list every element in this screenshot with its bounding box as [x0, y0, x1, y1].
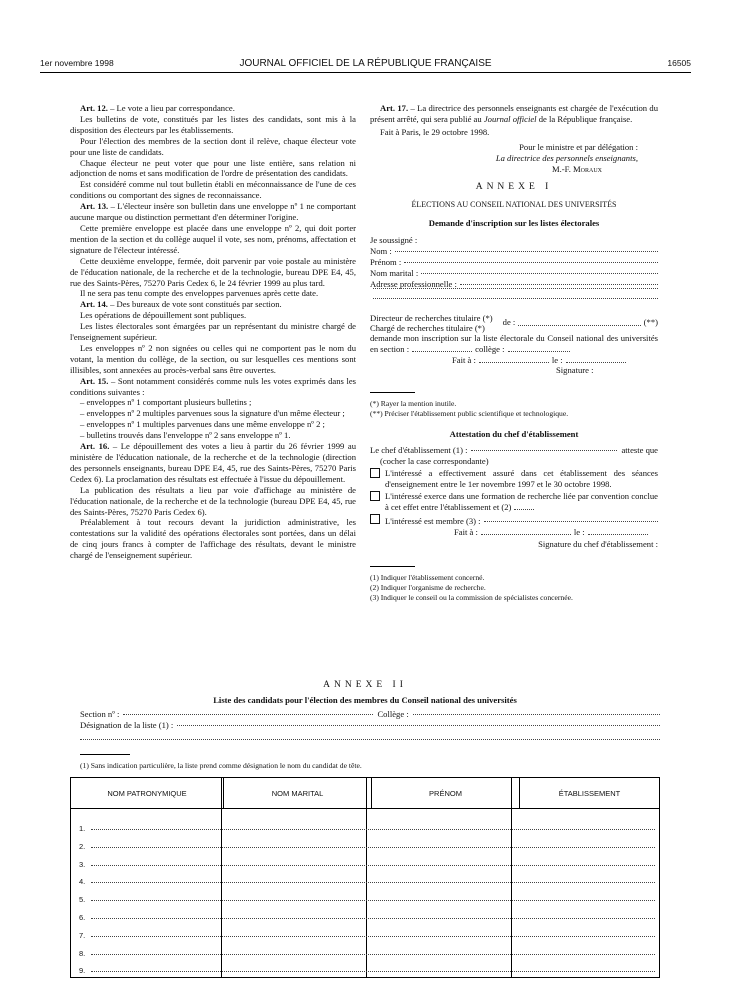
note-3: (3) Indiquer le conseil ou la commission de spécialistes concernée. [370, 593, 573, 603]
list-item: – bulletins trouvés dans l'enveloppe nº 2 sans enveloppe nº 1. [80, 430, 291, 441]
row-number: 8. [79, 948, 86, 958]
row-number: 2. [79, 841, 86, 851]
table-row [71, 871, 660, 889]
col-nom-patronymique: NOM PATRONYMIQUE [71, 778, 224, 809]
article-number: Art. 16. [80, 441, 110, 452]
article-paragraph [70, 103, 356, 114]
elections-heading: ÉLECTIONS AU CONSEIL NATIONAL DES UNIVERSITÉS [411, 200, 617, 210]
charge-recherches: Chargé de recherches titulaire (*) [370, 322, 485, 333]
demande-heading: Demande d'inscription sur les listes électorales [428, 218, 600, 229]
note-1: (1) Indiquer l'établissement concerné. [370, 573, 485, 583]
footnote-rule [80, 754, 130, 755]
signature-block [370, 142, 658, 175]
table-row [71, 853, 660, 871]
option-2: L'intéressé exerce dans une formation de recherche liée par convention conclue à cet effet entre l'établissement et (2) [370, 491, 658, 513]
list-item: – enveloppes nº 2 multiples parvenues sous la signature d'un même électeur ; [80, 408, 345, 419]
nom-marital-field: Nom marital : [370, 268, 658, 279]
paragraph: Les enveloppes nº 2 non signées ou celles qui ne comportent pas le nom du votant, la mention du collège, de la section, ou sur lesquelles ces mentions sont illisibles, sont annexées au procès-verbal sans être ouvertes. [70, 342, 356, 375]
titulaire-block: Directeur de recherches titulaire (*) Chargé de recherches titulaire (*) de : (**) [370, 312, 658, 333]
article-text: – Le dépouillement des votes a lieu à partir du 26 février 1999 au ministère de l'éducation nationale, de la recherche et de la technologie (direction des personnels enseignants, bureau DPE E4, 45, rue des Saints-Pères, 75270 Paris Cedex 6). La proclamation des résultats est effectuée à l'issue du dépouillement. [70, 441, 357, 484]
article-number: Art. 13. [80, 201, 109, 212]
je-soussigne: Je soussigné : [370, 235, 418, 246]
pour-le-ministre: Pour le ministre et par délégation : [519, 141, 638, 152]
directeur-recherches: Directeur de recherches titulaire (*) [370, 312, 493, 323]
table-row [71, 809, 660, 836]
row-fill-line[interactable] [91, 954, 655, 955]
article-number: Art. 15. [80, 375, 109, 386]
header-title: JOURNAL OFFICIEL DE LA RÉPUBLIQUE FRANÇAISE [239, 58, 492, 69]
designation-line: Désignation de la liste (1) : [70, 720, 660, 731]
fait-a-le-line: Fait à : le : [370, 355, 658, 366]
row-number: 4. [79, 877, 86, 887]
row-fill-line[interactable] [91, 847, 655, 848]
paragraph: Chaque électeur ne peut voter que pour une liste entière, sans relation ni adjonction de noms et sans modification de l'ordre de présentation des candidats. [70, 157, 356, 179]
table-row [71, 906, 660, 924]
row-fill-line[interactable] [91, 882, 655, 883]
option-1: L'intéressé a effectivement assuré dans cet établissement des séances d'enseignement entre le 1er novembre 1997 et le 30 octobre 1998. [370, 468, 658, 490]
annexe-2 [70, 680, 660, 771]
row-fill-line[interactable] [91, 829, 655, 830]
header-page-number: 16505 [667, 58, 691, 68]
article-text: – L'électeur insère son bulletin dans une enveloppe nº 1 ne comportant aucune marque ou distinction permettant d'en déterminer l'origine. [70, 201, 357, 223]
row-number: 3. [79, 859, 86, 869]
row-number: 5. [79, 895, 86, 905]
article-17: Art. 17. – La directrice des personnels enseignants est chargée de l'exécution du présent arrêté, qui sera publié au Journal officiel de la République française. [370, 103, 659, 124]
paragraph: Pour l'élection des membres de la section dont il relève, chaque électeur vote pour une liste de candidats. [70, 135, 356, 157]
table-row [71, 924, 660, 942]
directrice-title: La directrice des personnels enseignants, [495, 152, 638, 163]
table-row [71, 960, 660, 978]
signature-chef-label: Signature du chef d'établissement : [538, 539, 658, 550]
row-fill-line[interactable] [91, 971, 655, 972]
article-number: Art. 12. [80, 103, 108, 113]
row-number: 7. [79, 930, 86, 940]
paragraph: Cette deuxième enveloppe, fermée, doit parvenir par voie postale au ministère de l'éducation nationale, de la recherche et de la technologie, bureau DPE E4, 45, rue des Saints-Pères, 75270 Paris Cedex 6, le 24 février 1999 au plus tard. [70, 255, 356, 288]
row-number: 1. [79, 824, 86, 833]
row-fill-line[interactable] [91, 918, 655, 919]
table-row [71, 888, 660, 906]
annexe-2-title: ANNEXE II [323, 680, 407, 690]
paragraph: Cette première enveloppe est placée dans une enveloppe nº 2, qui doit porter mention de la section et du collège auquel il vote, ses nom, prénoms, affectation et signature de l'électeur intéressé. [70, 222, 356, 255]
chef-etablissement-line: Le chef d'établissement (1) : atteste que [370, 445, 658, 456]
right-column [370, 103, 658, 603]
col-nom-marital: NOM MARITAL [224, 778, 372, 809]
option-3: L'intéressé est membre (3) : [370, 514, 658, 527]
annexe-2-subtitle: Liste des candidats pour l'élection des membres du Conseil national des universités [213, 695, 517, 705]
note-2: (2) Indiquer l'organisme de recherche. [370, 583, 486, 593]
article-paragraph [70, 441, 356, 485]
cocher-instruction: (cocher la case correspondante) [380, 456, 489, 467]
row-fill-line[interactable] [91, 936, 655, 937]
nom-field: Nom : [370, 246, 658, 257]
attestation-heading: Attestation du chef d'établissement [449, 429, 579, 440]
signature-label: Signature : [556, 365, 594, 376]
row-fill-line[interactable] [91, 865, 655, 866]
fait-a-paris: Fait à Paris, le 29 octobre 1998. [380, 126, 490, 137]
article-text: – Le vote a lieu par correspondance. [107, 103, 235, 113]
paragraph: Il ne sera pas tenu compte des enveloppes parvenues après cette date. [80, 288, 319, 299]
demande-inscription: demande mon inscription sur la liste électorale du Conseil national des universités en section : collège : [370, 332, 658, 354]
prenom-field: Prénom : [370, 257, 658, 268]
col-prenom: PRÉNOM [372, 778, 520, 809]
list-item: – enveloppes nº 1 multiples parvenues dans une même enveloppe nº 2 ; [80, 419, 325, 430]
section-college-line: Section nº : Collège : [70, 709, 660, 720]
adresse-field: Adresse professionnelle : [370, 279, 658, 290]
table-row [71, 835, 660, 853]
row-number: 9. [79, 966, 86, 976]
footnote-double-star: (**) Préciser l'établissement public scientifique et technologique. [370, 409, 569, 419]
checkbox-option-3[interactable] [370, 514, 380, 524]
paragraph: Est considéré comme nul tout bulletin établi en méconnaissance de l'une de ces conditions ou comportant des signes de reconnaissance. [70, 179, 356, 201]
article-paragraph [70, 201, 356, 223]
article-text: – Sont notamment considérés comme nuls les votes exprimés dans les conditions suivantes : [70, 375, 357, 397]
article-text: – Des bureaux de vote sont constitués par section. [107, 299, 282, 310]
annexe-2-footnote: (1) Sans indication particulière, la liste prend comme désignation le nom du candidat de tête. [80, 761, 362, 770]
designation-line-2 [80, 739, 660, 740]
left-column [70, 103, 356, 561]
article-paragraph [70, 376, 356, 398]
article-number: Art. 14. [80, 299, 108, 310]
paragraph: Les opérations de dépouillement sont publiques. [80, 310, 247, 321]
annexe-1-title: ANNEXE I [475, 182, 553, 193]
paragraph: La publication des résultats a lieu par voie d'affichage au ministère de l'éducation nationale, de la recherche et de la technologie (bureau DPE E4, 45, rue des Saints-Pères, 75270 Paris Cedex 6). [70, 484, 356, 517]
fait-a-le-line-2: Fait à : le : [370, 527, 658, 538]
header-date: 1er novembre 1998 [40, 58, 114, 68]
adresse-line-3 [370, 300, 658, 310]
table-header-row [71, 778, 660, 809]
page-header [40, 58, 691, 72]
list-item: – enveloppes nº 1 comportant plusieurs bulletins ; [80, 397, 252, 408]
footnote-star: (*) Rayer la mention inutile. [370, 399, 457, 409]
col-etablissement: ÉTABLISSEMENT [520, 778, 660, 809]
article-paragraph [70, 299, 356, 310]
paragraph: Préalablement à tout recours devant la juridiction administrative, les contestations sur la validité des opérations électorales sont portées, dans un délai de cinq jours francs à compter de l'affichage des résultats, devant le ministre chargé de l'enseignement supérieur. [70, 517, 356, 561]
row-fill-line[interactable] [91, 900, 655, 901]
table-row [71, 942, 660, 960]
paragraph: Les listes électorales sont émargées par un représentant du ministre chargé de l'enseignement supérieur. [70, 321, 356, 343]
candidates-table [70, 777, 660, 978]
header-rule [40, 72, 691, 73]
paragraph: Les bulletins de vote, constitués par les listes des candidats, sont mis à la disposition des électeurs par les établissements. [70, 113, 356, 135]
checkbox-option-2[interactable] [370, 491, 380, 501]
signatory-name: M.-F. Moraux [551, 163, 602, 174]
row-number: 6. [79, 912, 86, 922]
checkbox-option-1[interactable] [370, 468, 380, 478]
